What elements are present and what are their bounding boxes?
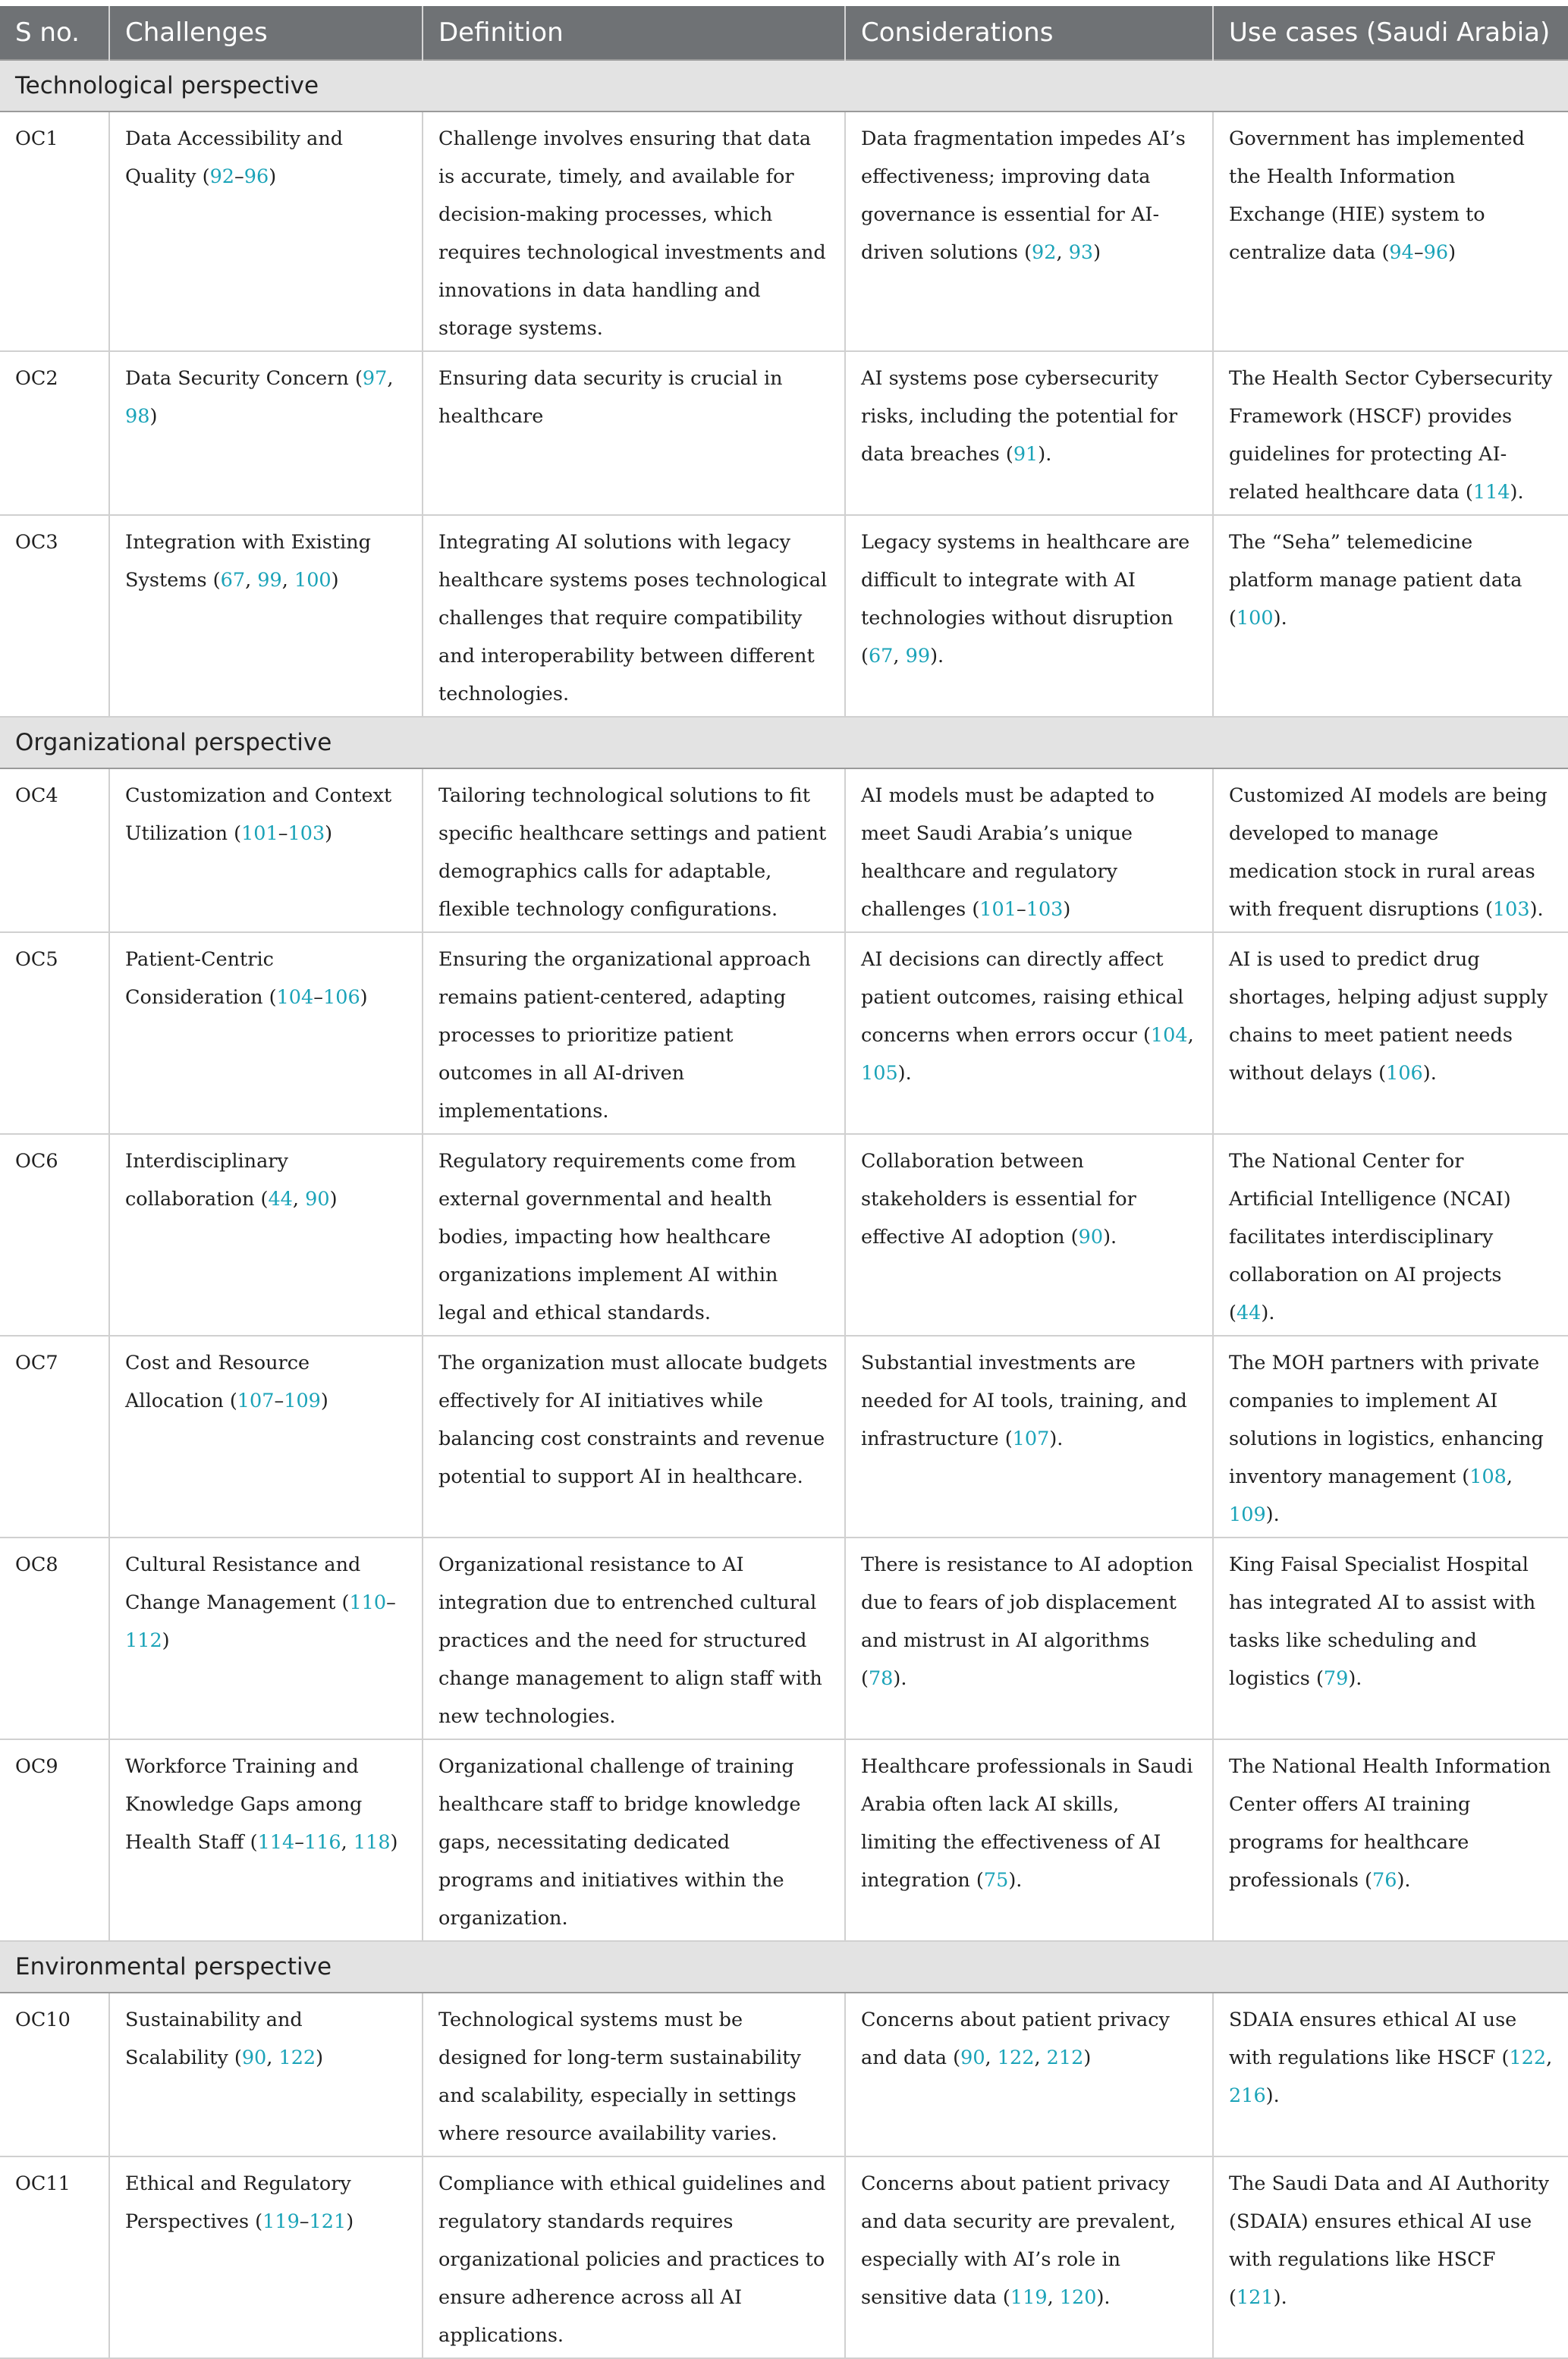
- reference-link[interactable]: 103: [1492, 898, 1530, 921]
- cell-text: ).: [1096, 2286, 1111, 2309]
- reference-link[interactable]: 90: [305, 1188, 330, 1211]
- reference-link[interactable]: 103: [288, 822, 325, 845]
- cell-text: ): [149, 405, 158, 428]
- cell-text: The MOH partners with private companies to implement AI solutions in logistics, enhancing inventory management (: [1229, 1352, 1544, 1488]
- cell-text: Integrating AI solutions with legacy healthcare systems poses technological challenges that require compatibility and interoperability between different technologies.: [438, 531, 828, 705]
- table-row: [0, 932, 1568, 1134]
- cell-text: ).: [1038, 443, 1052, 466]
- definition-cell: [423, 112, 845, 351]
- reference-link[interactable]: 79: [1323, 1667, 1349, 1690]
- reference-link[interactable]: 93: [1068, 241, 1094, 264]
- cell-text: ).: [1265, 1503, 1280, 1526]
- sno-cell: OC8: [0, 1538, 109, 1739]
- reference-link[interactable]: 44: [268, 1188, 293, 1211]
- cell-text: ,: [1546, 2046, 1553, 2069]
- reference-link[interactable]: 106: [323, 986, 360, 1009]
- cell-text: ).: [1397, 1869, 1411, 1892]
- cell-text: –: [313, 986, 323, 1009]
- cell-text: AI systems pose cybersecurity risks, including the potential for data breaches (: [861, 367, 1178, 466]
- sno-cell: OC2: [0, 351, 109, 515]
- table-row: [0, 1538, 1568, 1739]
- reference-link[interactable]: 119: [262, 2210, 300, 2233]
- table-row: [0, 1993, 1568, 2156]
- table-row: [0, 1336, 1568, 1538]
- considerations-cell: [845, 351, 1213, 515]
- challenge-cell: [109, 1739, 423, 1941]
- use-cases-cell: [1213, 1993, 1568, 2156]
- challenge-cell: [109, 2156, 423, 2358]
- reference-link[interactable]: 122: [278, 2046, 316, 2069]
- challenge-cell: [109, 1134, 423, 1336]
- cell-text: Legacy systems in healthcare are difficult to integrate with AI technologies without disruption (: [861, 531, 1190, 667]
- reference-link[interactable]: 122: [997, 2046, 1035, 2069]
- cell-text: ).: [893, 1667, 907, 1690]
- cell-text: The National Center for Artificial Intelligence (NCAI) facilitates interdisciplinary collaboration on AI projects (: [1229, 1150, 1511, 1324]
- table-row: [0, 515, 1568, 717]
- definition-cell: [423, 1538, 845, 1739]
- reference-link[interactable]: 107: [1012, 1428, 1050, 1450]
- cell-text: ).: [1008, 1869, 1023, 1892]
- use-cases-cell: [1213, 1538, 1568, 1739]
- cell-text: Interdisciplinary collaboration (: [125, 1150, 288, 1211]
- cell-text: Customization and Context Utilization (: [125, 784, 392, 845]
- reference-link[interactable]: 114: [1472, 481, 1510, 504]
- sno-cell: OC11: [0, 2156, 109, 2358]
- cell-text: Patient-Centric Consideration (: [125, 948, 277, 1009]
- cell-text: Customized AI models are being developed to manage medication stock in rural areas with frequent disruptions (: [1229, 784, 1548, 921]
- reference-link[interactable]: 78: [868, 1667, 894, 1690]
- cell-text: Organizational resistance to AI integration due to entrenched cultural practices and the need for structured change management to align staff with new technologies.: [438, 1553, 822, 1728]
- table-row: [0, 1739, 1568, 1941]
- sno-cell: OC9: [0, 1739, 109, 1941]
- definition-cell: [423, 2156, 845, 2358]
- sno-cell: OC6: [0, 1134, 109, 1336]
- cell-text: ,: [245, 569, 258, 592]
- table-row: [0, 351, 1568, 515]
- reference-link[interactable]: 90: [241, 2046, 267, 2069]
- reference-link[interactable]: 121: [309, 2210, 347, 2233]
- cell-text: Concerns about patient privacy and data (: [861, 2009, 1170, 2069]
- cell-text: Data fragmentation impedes AI’s effectiveness; improving data governance is essential for AI-driven solutions (: [861, 127, 1186, 264]
- challenge-cell: [109, 1336, 423, 1538]
- cell-text: –: [1016, 898, 1026, 921]
- cell-text: Integration with Existing Systems (: [125, 531, 371, 592]
- challenge-cell: [109, 932, 423, 1134]
- cell-text: –: [1413, 241, 1424, 264]
- considerations-cell: [845, 1538, 1213, 1739]
- header-definition: Definition: [423, 6, 845, 60]
- cell-text: The Health Sector Cybersecurity Framework (HSCF) provides guidelines for protecting AI-related healthcare data (: [1229, 367, 1553, 504]
- cell-text: ): [325, 822, 333, 845]
- section-row: [0, 1941, 1568, 1993]
- challenge-cell: [109, 351, 423, 515]
- cell-text: ): [390, 1831, 398, 1854]
- cell-text: ,: [341, 1831, 354, 1854]
- reference-link[interactable]: 99: [257, 569, 282, 592]
- section-title: Environmental perspective: [0, 1941, 1568, 1993]
- considerations-cell: [845, 1336, 1213, 1538]
- considerations-cell: [845, 112, 1213, 351]
- sno-cell: OC3: [0, 515, 109, 717]
- cell-text: ): [320, 1390, 328, 1412]
- cell-text: The “Seha” telemedicine platform manage patient data (: [1229, 531, 1522, 630]
- cell-text: ).: [930, 645, 944, 667]
- reference-link[interactable]: 212: [1046, 2046, 1084, 2069]
- cell-text: Concerns about patient privacy and data security are prevalent, especially with AI’s role in sensitive data (: [861, 2172, 1176, 2309]
- definition-cell: [423, 1993, 845, 2156]
- cell-text: Healthcare professionals in Saudi Arabia often lack AI skills, limiting the effectiveness of AI integration (: [861, 1755, 1193, 1892]
- reference-link[interactable]: 100: [294, 569, 332, 592]
- sno-cell: OC5: [0, 932, 109, 1134]
- reference-link[interactable]: 114: [257, 1831, 295, 1854]
- reference-link[interactable]: 92: [1032, 241, 1057, 264]
- use-cases-cell: [1213, 768, 1568, 932]
- section-row: [0, 60, 1568, 112]
- cell-text: SDAIA ensures ethical AI use with regulations like HSCF (: [1229, 2009, 1517, 2069]
- considerations-cell: [845, 515, 1213, 717]
- cell-text: –: [234, 165, 244, 188]
- reference-link[interactable]: 116: [303, 1831, 341, 1854]
- cell-text: Sustainability and Scalability (: [125, 2009, 303, 2069]
- cell-text: –: [274, 1390, 284, 1412]
- reference-link[interactable]: 104: [1150, 1024, 1188, 1047]
- cell-text: AI models must be adapted to meet Saudi Arabia’s unique healthcare and regulatory challenges (: [861, 784, 1155, 921]
- reference-link[interactable]: 76: [1372, 1869, 1397, 1892]
- cell-text: The Saudi Data and AI Authority (SDAIA) ensures ethical AI use with regulations like HSCF (: [1229, 2172, 1550, 2309]
- challenge-cell: [109, 112, 423, 351]
- reference-link[interactable]: 97: [362, 367, 388, 390]
- reference-link[interactable]: 122: [1509, 2046, 1547, 2069]
- cell-text: Tailoring technological solutions to fit specific healthcare settings and patient demographics calls for adaptable, flexible technology configurations.: [438, 784, 827, 921]
- cell-text: ): [269, 165, 277, 188]
- reference-link[interactable]: 90: [1078, 1226, 1104, 1249]
- cell-text: There is resistance to AI adoption due to fears of job displacement and mistrust in AI algorithms (: [861, 1553, 1193, 1690]
- cell-text: ): [162, 1629, 170, 1652]
- cell-text: –: [386, 1591, 396, 1614]
- cell-text: Cost and Resource Allocation (: [125, 1352, 310, 1412]
- reference-link[interactable]: 67: [220, 569, 246, 592]
- header-sno: S no.: [0, 6, 109, 60]
- reference-link[interactable]: 108: [1469, 1465, 1507, 1488]
- challenges-table: [0, 6, 1568, 2359]
- reference-link[interactable]: 96: [244, 165, 269, 188]
- cell-text: ).: [1422, 1062, 1437, 1085]
- reference-link[interactable]: 119: [1010, 2286, 1048, 2309]
- cell-text: ): [331, 569, 339, 592]
- cell-text: ).: [1273, 2286, 1287, 2309]
- cell-text: ,: [292, 1188, 306, 1211]
- challenge-cell: [109, 768, 423, 932]
- reference-link[interactable]: 44: [1236, 1302, 1262, 1324]
- reference-link[interactable]: 98: [125, 405, 150, 428]
- cell-text: ,: [281, 569, 294, 592]
- cell-text: Cultural Resistance and Change Management (: [125, 1553, 361, 1614]
- use-cases-cell: [1213, 351, 1568, 515]
- reference-link[interactable]: 120: [1059, 2286, 1097, 2309]
- cell-text: ).: [1049, 1428, 1064, 1450]
- cell-text: Workforce Training and Knowledge Gaps among Health Staff (: [125, 1755, 363, 1854]
- table-row: [0, 1134, 1568, 1336]
- cell-text: ,: [387, 367, 394, 390]
- cell-text: The organization must allocate budgets effectively for AI initiatives while balancing cost constraints and revenue potential to support AI in healthcare.: [438, 1352, 828, 1488]
- reference-link[interactable]: 100: [1236, 607, 1274, 630]
- table-row: [0, 112, 1568, 351]
- cell-text: ,: [1056, 241, 1069, 264]
- use-cases-cell: [1213, 932, 1568, 1134]
- reference-link[interactable]: 106: [1386, 1062, 1423, 1085]
- section-title: Technological perspective: [0, 60, 1568, 112]
- cell-text: Technological systems must be designed for long-term sustainability and scalability, especially in settings where resource availability varies.: [438, 2009, 801, 2145]
- table-body: [0, 60, 1568, 2358]
- reference-link[interactable]: 90: [960, 2046, 985, 2069]
- cell-text: Government has implemented the Health Information Exchange (HIE) system to centralize data (: [1229, 127, 1525, 264]
- cell-text: ).: [1261, 1302, 1275, 1324]
- cell-text: The National Health Information Center offers AI training programs for healthcare professionals (: [1229, 1755, 1551, 1892]
- cell-text: ): [1093, 241, 1101, 264]
- cell-text: ): [346, 2210, 354, 2233]
- reference-link[interactable]: 92: [209, 165, 235, 188]
- cell-text: ).: [1529, 898, 1544, 921]
- header-considerations: Considerations: [845, 6, 1213, 60]
- cell-text: ,: [1187, 1024, 1194, 1047]
- header-use-cases: Use cases (Saudi Arabia): [1213, 6, 1568, 60]
- table-row: [0, 2156, 1568, 2358]
- cell-text: ,: [266, 2046, 279, 2069]
- cell-text: Ensuring the organizational approach remains patient-centered, adapting processes to prioritize patient outcomes in all AI-driven implementations.: [438, 948, 811, 1123]
- section-row: [0, 717, 1568, 768]
- considerations-cell: [845, 932, 1213, 1134]
- cell-text: ,: [1034, 2046, 1047, 2069]
- cell-text: ,: [985, 2046, 998, 2069]
- reference-link[interactable]: 118: [353, 1831, 391, 1854]
- reference-link[interactable]: 112: [125, 1629, 162, 1652]
- cell-text: ).: [1348, 1667, 1362, 1690]
- cell-text: ): [316, 2046, 324, 2069]
- cell-text: Compliance with ethical guidelines and regulatory standards requires organizational policies and practices to ensure adherence across all AI applications.: [438, 2172, 826, 2347]
- reference-link[interactable]: 94: [1389, 241, 1414, 264]
- sno-cell: OC4: [0, 768, 109, 932]
- definition-cell: [423, 1336, 845, 1538]
- considerations-cell: [845, 1739, 1213, 1941]
- considerations-cell: [845, 768, 1213, 932]
- cell-text: ,: [1047, 2286, 1060, 2309]
- definition-cell: [423, 515, 845, 717]
- reference-link[interactable]: 105: [861, 1062, 898, 1085]
- challenge-cell: [109, 1993, 423, 2156]
- reference-link[interactable]: 96: [1423, 241, 1449, 264]
- use-cases-cell: [1213, 1134, 1568, 1336]
- use-cases-cell: [1213, 515, 1568, 717]
- definition-cell: [423, 932, 845, 1134]
- sno-cell: OC7: [0, 1336, 109, 1538]
- cell-text: AI decisions can directly affect patient outcomes, raising ethical concerns when errors occur (: [861, 948, 1184, 1047]
- cell-text: ): [360, 986, 368, 1009]
- cell-text: ).: [1273, 607, 1287, 630]
- cell-text: ).: [897, 1062, 912, 1085]
- reference-link[interactable]: 103: [1026, 898, 1064, 921]
- reference-link[interactable]: 91: [1013, 443, 1039, 466]
- table-row: [0, 768, 1568, 932]
- cell-text: ): [1448, 241, 1456, 264]
- considerations-cell: [845, 2156, 1213, 2358]
- use-cases-cell: [1213, 1739, 1568, 1941]
- challenge-cell: [109, 1538, 423, 1739]
- cell-text: ): [329, 1188, 338, 1211]
- cell-text: Challenge involves ensuring that data is accurate, timely, and available for decision-making processes, which requires technological investments and innovations in data handling and storage systems.: [438, 127, 826, 340]
- reference-link[interactable]: 101: [979, 898, 1017, 921]
- cell-text: Collaboration between stakeholders is essential for effective AI adoption (: [861, 1150, 1136, 1249]
- cell-text: ): [1063, 898, 1071, 921]
- cell-text: Substantial investments are needed for AI tools, training, and infrastructure (: [861, 1352, 1187, 1450]
- cell-text: Data Accessibility and Quality (: [125, 127, 344, 188]
- cell-text: –: [278, 822, 288, 845]
- cell-text: AI is used to predict drug shortages, helping adjust supply chains to meet patient needs without delays (: [1229, 948, 1548, 1085]
- cell-text: ,: [1506, 1465, 1513, 1488]
- cell-text: King Faisal Specialist Hospital has integrated AI to assist with tasks like scheduling and logistics (: [1229, 1553, 1536, 1690]
- cell-text: ).: [1510, 481, 1524, 504]
- use-cases-cell: [1213, 2156, 1568, 2358]
- sno-cell: OC1: [0, 112, 109, 351]
- definition-cell: [423, 351, 845, 515]
- definition-cell: [423, 1739, 845, 1941]
- cell-text: ): [1083, 2046, 1092, 2069]
- header-challenges: Challenges: [109, 6, 423, 60]
- definition-cell: [423, 1134, 845, 1336]
- reference-link[interactable]: 75: [983, 1869, 1009, 1892]
- cell-text: –: [294, 1831, 304, 1854]
- reference-link[interactable]: 121: [1236, 2286, 1274, 2309]
- definition-cell: [423, 768, 845, 932]
- cell-text: Data Security Concern (: [125, 367, 363, 390]
- use-cases-cell: [1213, 1336, 1568, 1538]
- cell-text: ).: [1103, 1226, 1117, 1249]
- challenge-cell: [109, 515, 423, 717]
- cell-text: ).: [1265, 2084, 1280, 2107]
- cell-text: –: [299, 2210, 310, 2233]
- considerations-cell: [845, 1993, 1213, 2156]
- cell-text: Ensuring data security is crucial in healthcare: [438, 367, 783, 428]
- cell-text: Ethical and Regulatory Perspectives (: [125, 2172, 351, 2233]
- reference-link[interactable]: 101: [241, 822, 278, 845]
- cell-text: Regulatory requirements come from external governmental and health bodies, impacting how healthcare organizations implement AI within legal and ethical standards.: [438, 1150, 797, 1324]
- challenges-table-container: [0, 6, 1568, 2359]
- table-header-row: [0, 6, 1568, 60]
- use-cases-cell: [1213, 112, 1568, 351]
- reference-link[interactable]: 109: [284, 1390, 321, 1412]
- section-title: Organizational perspective: [0, 717, 1568, 768]
- considerations-cell: [845, 1134, 1213, 1336]
- reference-link[interactable]: 109: [1229, 1503, 1266, 1526]
- reference-link[interactable]: 107: [237, 1390, 275, 1412]
- sno-cell: OC10: [0, 1993, 109, 2156]
- reference-link[interactable]: 99: [905, 645, 931, 667]
- reference-link[interactable]: 110: [349, 1591, 387, 1614]
- reference-link[interactable]: 104: [276, 986, 314, 1009]
- cell-text: ,: [893, 645, 906, 667]
- cell-text: Organizational challenge of training healthcare staff to bridge knowledge gaps, necessitating dedicated programs and initiatives within the organization.: [438, 1755, 801, 1930]
- reference-link[interactable]: 216: [1229, 2084, 1266, 2107]
- reference-link[interactable]: 67: [868, 645, 894, 667]
